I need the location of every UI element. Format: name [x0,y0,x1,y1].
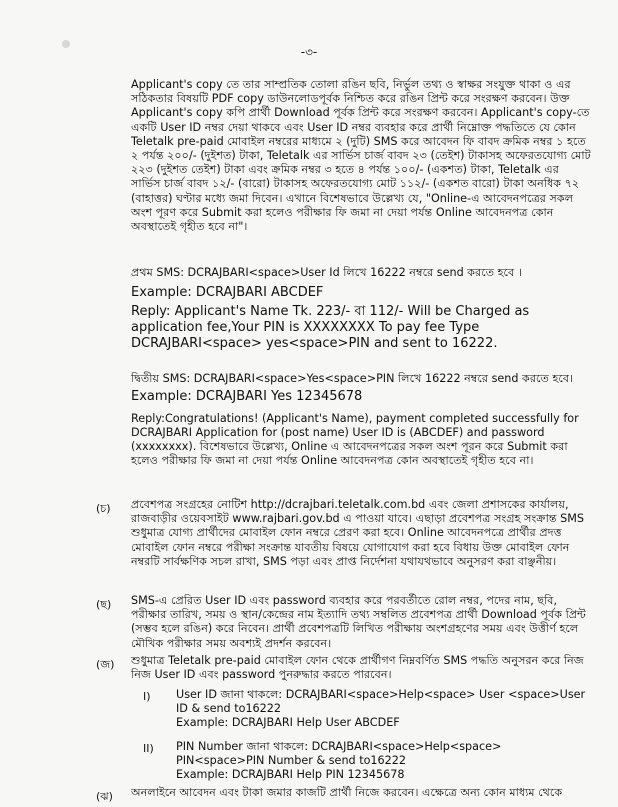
sms2-example: Example: DCRAJBARI Yes 12345678 [131,389,363,405]
item-ja-sub1-mark: I) [143,690,151,703]
sms2-block [131,372,591,468]
item-cha-text: প্রবেশপত্র সংগ্রহের নোটিশ http://dcrajbari.teletalk.com.bd এবং জেলা প্রশাসকের কার্যালয়, রাজবাড়ীর ওয়েবসাইট www.rajbari.gov.bd এ পাওয়া যাবে। এছাড়া প্রবেশপত্র সংগ্রহ সংক্রান্ত SMS শুধুমাত্র যোগ্য প্রার্থীদের মোবাইল ফোন নম্বরে প্রেরণ করা হবে। Online আবেদনপত্রে প্রার্থীর প্রদত্ত মোবাইল ফোন নম্বরে পরীক্ষা সংক্রান্ত যাবতীয় বিষয়ে যোগাযোগ করা হবে বিধায় উক্ত মোবাইল ফোন নম্বরটি সার্বক্ষণিক সচল রাখা, SMS পড়া এবং প্রাপ্ত নির্দেশনা যথাযথভাবে অনুসরণ করা বাঞ্ছনীয়। [131,498,585,568]
item-ja-sub2 [176,740,586,783]
sms2-reply: Reply:Congratulations! (Applicant's Name), payment completed successfully for DCRAJBARI Application for (post name) User ID is (ABCDEF) and password (xxxxxxxx). বিশেষভাবে উল্লেখ্য, Online এ আবেদনপত্রের সকল অংশ পূরন করে Submit করা হলেও পরীক্ষার ফি জমা না দেয়া পর্যন্ত Online আবেদনপত্র কোন অবস্থাতেই গৃহীত হবে না। [131,412,579,468]
sms1-reply: Reply: Applicant's Name Tk. 223/- বা 112/- Will be Charged as application fee,Your PIN is XXXXXXXX To pay fee Type DCRAJBARI<space> yes<space>PIN and sent to 16222. [131,304,530,352]
sms1-instruction: প্রথম SMS: DCRAJBARI<space>User Id লিখে 16222 নম্বরে send করতে হবে । [131,266,522,279]
sub1-line: User ID জানা থাকলে: DCRAJBARI<space>Help<space> User <space>User ID & send to16222 [176,688,586,716]
item-ja-sub2-mark: II) [143,742,154,755]
sms1-example: Example: DCRAJBARI ABCDEF [131,285,324,301]
page-number: -৩- [300,45,318,59]
sms1-block [131,266,591,352]
sms2-instruction: দ্বিতীয় SMS: DCRAJBARI<space>Yes<space>PIN লিখে 16222 নম্বরে send করতে হবে। [131,372,574,385]
item-ja-sub1 [176,688,586,731]
item-ja-text: শুধুমাত্র Teletalk pre-paid মোবাইল ফোন থেকে প্রার্থীগণ নিম্নবর্ণিত SMS পদ্ধতি অনুসরন করে নিজ নিজ User ID এবং password পুনরুদ্ধার করতে পারবেন। [131,654,584,682]
paragraph-applicant-copy [131,78,591,262]
item-ja-mark: (জ) [96,658,115,671]
sub1-example: Example: DCRAJBARI Help User ABCDEF [176,716,400,730]
item-chha-mark: (ছ) [96,598,112,611]
item-cha-mark: (চ) [96,502,111,515]
item-jha-text: অনলাইনে আবেদন এবং টাকা জমার কাজটি প্রার্থী নিজে করবেন। এক্ষেত্রে অন্য কোন মাধ্যম থেকে [131,786,563,799]
sub2-line: PIN Number জানা থাকলে: DCRAJBARI<space>Help<space> PIN<space>PIN Number & send to16222 [176,740,502,768]
applicant-copy-text: Applicant's copy তে তার সাম্প্রতিক তোলা রঙিন ছবি, নির্ভুল তথ্য ও স্বাক্ষর সংযুক্ত থাকা ও এর সঠিকতার বিষয়টি PDF copy ডাউনলোডপূর্বক নিশ্চিত করে রঙিন প্রিন্ট করে সংরক্ষণ করবেন। উক্ত Applicant's copy কপি প্রার্থী Download পূর্বক প্রিন্ট করে সংরক্ষণ করবেন। Applicant's copy-তে একটি User ID নম্বর দেয়া থাকবে এবং User ID নম্বর ব্যবহার করে প্রার্থী নিম্নোক্ত পদ্ধতিতে যে কোন Teletalk pre-paid মোবাইল নম্বরের মাধ্যমে ২ (দুটি) SMS করে আবেদন ফি বাবদ ক্রমিক নম্বর ১ হতে ২ পর্যন্ত ২০০/- (দুইশত) টাকা, Teletalk এর সার্ভিস চার্জ বাবদ ২৩ (তেইশ) টাকাসহ অফেরতযোগ্য মোট ২২৩ (দুইশত তেইশ) টাকা এবং ক্রমিক নম্বর ৩ হতে ৪ পর্যন্ত ১০০/- (একশত) টাকা, Teletalk এর সার্ভিস চার্জ বাবদ ১২/- (বারো) টাকাসহ অফেরতযোগ্য মোট ১১২/- (একশত বারো) টাকা অনধিক ৭২ (বাহাত্তর) ঘণ্টার মধ্যে জমা দিবেন। এখানে বিশেষভাবে উল্লেখ্য যে, "Online-এ আবেদনপত্রের সকল অংশ পূরণ করে Submit করা হলেও পরীক্ষার ফি জমা না দেয়া পর্যন্ত Online আবেদনপত্র কোন অবস্থাতেই গৃহীত হবে না"। [131,78,591,234]
item-jha-mark: (ঝ) [96,790,113,803]
sub2-example: Example: DCRAJBARI Help PIN 12345678 [176,768,405,782]
item-chha-text: SMS-এ প্রেরিত User ID এবং password ব্যবহার করে পরবর্তীতে রোল নম্বর, পদের নাম, ছবি, পরীক্ষার তারিখ, সময় ও স্থান/কেন্দ্রের নাম ইত্যাদি তথ্য সম্বলিত প্রবেশপত্র প্রার্থী Download পূর্বক প্রিন্ট (সম্ভব হলে রঙিন) করে নিবেন। প্রার্থী প্রবেশপত্রটি লিখিত পরীক্ষায় অংশগ্রহণের সময় এবং উত্তীর্ণ হলে মৌখিক পরীক্ষার সময় অবশ্যই প্রদর্শন করবেন। [131,594,586,650]
